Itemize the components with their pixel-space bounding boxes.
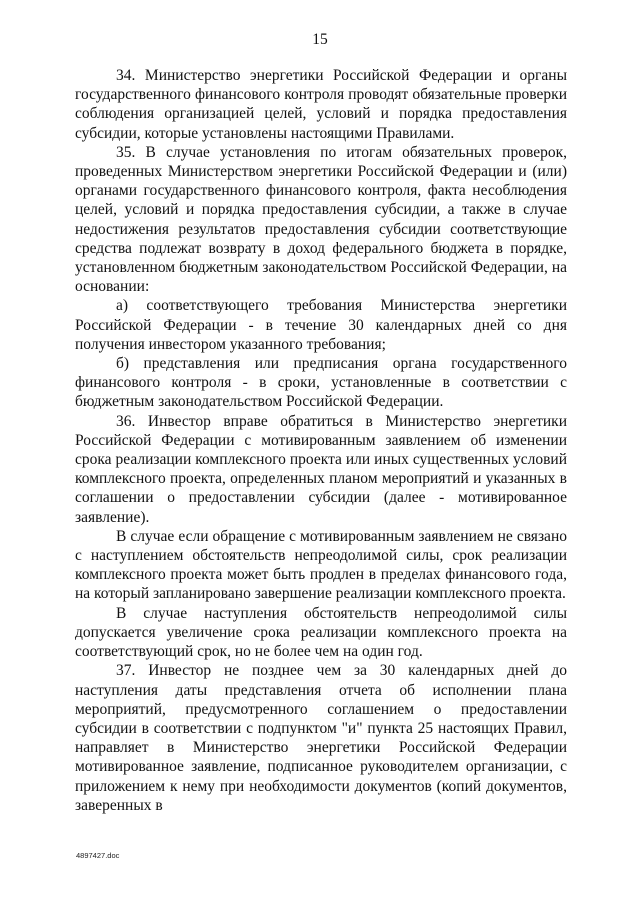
paragraph-36-continuation-2: В случае наступления обстоятельств непреодолимой силы допускается увеличение срока реализации комплексного проекта на соответствующий срок, но не более чем на один год.	[75, 604, 567, 661]
page-number: 15	[312, 31, 328, 48]
paragraph-35-item-b: б) представления или предписания органа государственного финансового контроля - в сроки, установленные в соответствии с бюджетным законодательством Российской Федерации.	[75, 355, 567, 411]
document-body	[75, 66, 567, 815]
paragraph-36: 36. Инвестор вправе обратиться в Министерство энергетики Российской Федерации с мотивированным заявлением об изменении срока реализации комплексного проекта или иных существенных условий комплексного проекта, определенных планом мероприятий и указанных в соглашении о предоставлении субсидии (далее - мотивированное заявление).	[75, 412, 567, 526]
paragraph-35-item-a: а) соответствующего требования Министерства энергетики Российской Федерации - в течение 30 календарных дней со дня получения инвестором указанного требования;	[75, 297, 567, 353]
paragraph-34: 34. Министерство энергетики Российской Федерации и органы государственного финансового контроля проводят обязательные проверки соблюдения организацией целей, условий и порядка предоставления субсидии, которые установлены настоящими Правилами.	[75, 67, 567, 142]
paragraph-36-continuation-1: В случае если обращение с мотивированным заявлением не связано с наступлением обстоятельств непреодолимой силы, срок реализации комплексного проекта может быть продлен в пределах финансового года, на который запланировано завершение реализации комплексного проекта.	[75, 527, 567, 603]
paragraph-35: 35. В случае установления по итогам обязательных проверок, проведенных Министерством энергетики Российской Федерации и (или) органами государственного финансового контроля, факта несоблюдения целей, условий и порядка предоставления субсидии, а также в случае недостижения результатов предоставления субсидии соответствующие средства подлежат возврату в доход федерального бюджета в порядке, установленном бюджетным законодательством Российской Федерации, на основании:	[75, 143, 567, 296]
document-file-code: 4897427.doc	[76, 851, 120, 860]
paragraph-37: 37. Инвестор не позднее чем за 30 календарных дней до наступления даты представления отчета об исполнении плана мероприятий, предусмотренного соглашением о предоставлении субсидии в соответствии с подпунктом "и" пункта 25 настоящих Правил, направляет в Министерство энергетики Российской Федерации мотивированное заявление, подписанное руководителем организации, с приложением к нему при необходимости документов (копий документов, заверенных в	[75, 662, 567, 814]
